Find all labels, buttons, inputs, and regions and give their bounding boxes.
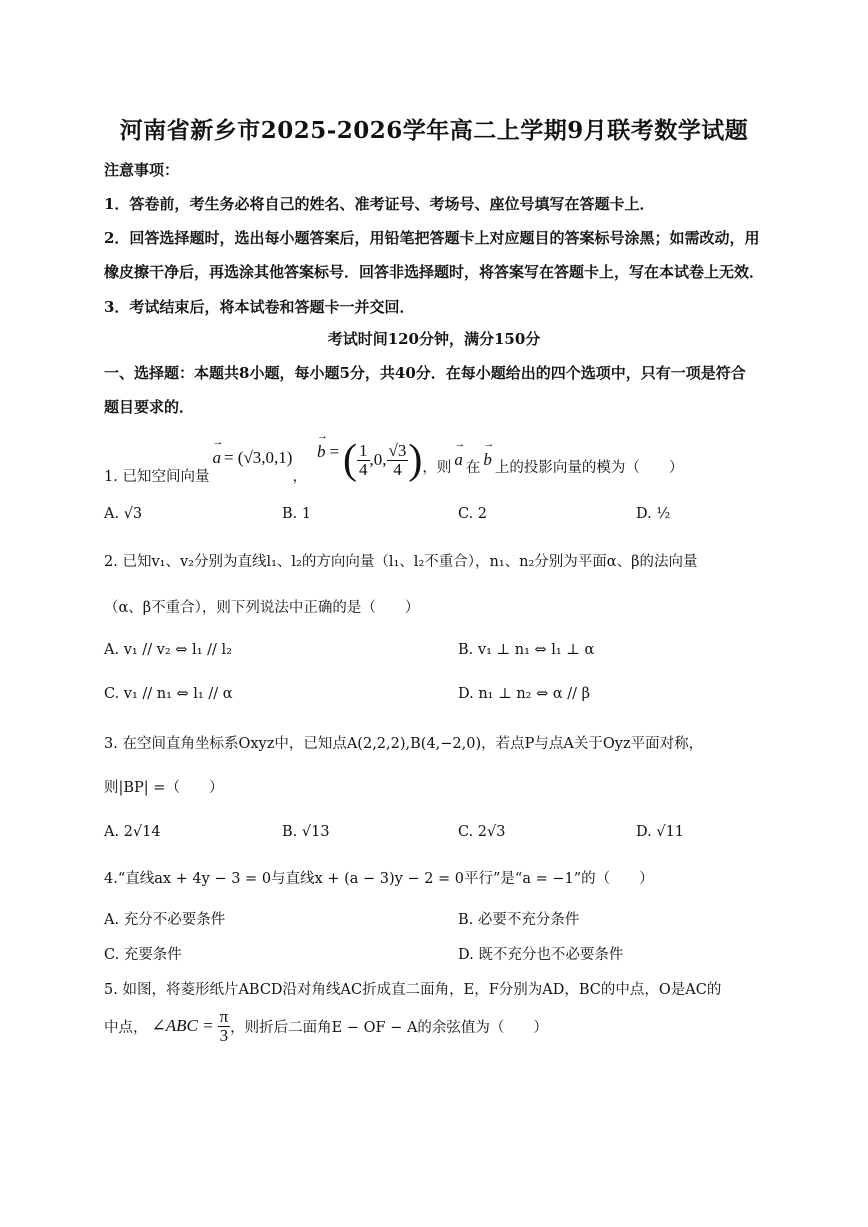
angle-abc: ∠ABC = [151, 1016, 214, 1035]
q1-option-c: C. 2 [458, 506, 488, 522]
q1-suffix-a: → a [454, 450, 463, 470]
q4-option-d: D. 既不充分也不必要条件 [458, 947, 624, 963]
q2-option-d: D. n₁ ⊥ n₂ ⇔ α // β [458, 686, 591, 702]
vector-b: → b [317, 442, 326, 462]
q1-suffix-2: 在 [465, 459, 481, 476]
q1-option-a: A. √3 [104, 506, 143, 522]
q1-suffix-b: → b [483, 450, 492, 470]
q1-prefix: 1. 已知空间向量 [104, 468, 210, 485]
question-4: 4.“直线ax + 4y − 3 = 0与直线x + (a − 3)y − 2 = 0平行”是“a = −1”的（ ） [104, 871, 654, 887]
q3-option-d: D. √11 [636, 824, 685, 840]
q1-suffix-3: 上的投影向量的模为（ ） [494, 459, 684, 476]
q1-option-b: B. 1 [282, 506, 312, 522]
question-1: 1. 已知空间向量 → a = (√3,0,1) ， → b = ( $\frac{1}{4}$ ,0, $\frac{√3}{4}$ ) ，则 → a 在 → b 上的投影向量的模为（ ） [104, 430, 683, 490]
question-5-line2 [104, 1004, 548, 1048]
b-mid: ,0, [369, 450, 387, 469]
section-heading: 一、选择题：本题共8小题，每小题5分，共40分．在每小题给出的四个选项中，只有一项是符合 [104, 364, 746, 382]
pi-over-3: $\frac{\pi}{3}$ [219, 1006, 229, 1045]
notice-heading: 注意事项： [104, 161, 180, 179]
q3-option-c: C. 2√3 [458, 824, 506, 840]
vector-a: → a [212, 448, 221, 468]
q2-option-b: B. v₁ ⊥ n₁ ⇔ l₁ ⊥ α [458, 642, 595, 658]
notice-item: 2．回答选择题时，选出每小题答案后，用铅笔把答题卡上对应题目的答案标号涂黑；如需改动，用 [104, 229, 760, 247]
question-3-line2: 则|BP| =（ ） [104, 780, 224, 796]
q2-option-c: C. v₁ // n₁ ⇔ l₁ // α [104, 686, 233, 702]
q3-option-b: B. √13 [282, 824, 330, 840]
q1-option-d: D. ½ [636, 506, 671, 522]
q4-option-a: A. 充分不必要条件 [104, 912, 226, 928]
page-title: 河南省新乡市2025-2026学年高二上学期9月联考数学试题 [119, 117, 749, 144]
notice-item: 橡皮擦干净后，再选涂其他答案标号．回答非选择题时，将答案写在答题卡上，写在本试卷上无效． [104, 263, 765, 281]
question-2-line2: （α、β不重合），则下列说法中正确的是（ ） [104, 600, 420, 616]
q1-suffix-1: ，则 [422, 459, 452, 476]
q4-option-b: B. 必要不充分条件 [458, 912, 580, 928]
question-3-line1: 3. 在空间直角坐标系Oxyz中，已知点A(2,2,2),B(4,−2,0)，若点P与点A关于Oyz平面对称， [104, 736, 704, 752]
q5-line2-end: ，则折后二面角E − OF − A的余弦值为（ ） [230, 1019, 548, 1036]
section-heading-cont: 题目要求的． [104, 398, 195, 416]
b-frac-2: $\frac{√3}{4}$ [388, 440, 407, 479]
notice-item: 1．答卷前，考生务必将自己的姓名、准考证号、考场号、座位号填写在答题卡上． [104, 195, 655, 213]
vector-a-value: = (√3,0,1) [223, 448, 293, 467]
q2-option-a: A. v₁ // v₂ ⇔ l₁ // l₂ [104, 642, 232, 658]
question-2-line1: 2. 已知v₁、v₂分别为直线l₁、l₂的方向向量（l₁、l₂不重合），n₁、n₂分别为平面α、β的法向量 [104, 554, 698, 570]
exam-info: 考试时间120分钟，满分150分 [327, 330, 541, 348]
b-frac-1: $\frac{1}{4}$ [359, 440, 368, 479]
notice-item: 3．考试结束后，将本试卷和答题卡一并交回． [104, 298, 415, 316]
q3-option-a: A. 2√14 [104, 824, 161, 840]
q5-line2-start: 中点， [104, 1019, 148, 1036]
question-5-line1: 5. 如图，将菱形纸片ABCD沿对角线AC折成直二面角，E，F分别为AD，BC的中点，O是AC的 [104, 982, 722, 998]
vector-b-eq: = [329, 442, 340, 461]
q4-option-c: C. 充要条件 [104, 947, 182, 963]
